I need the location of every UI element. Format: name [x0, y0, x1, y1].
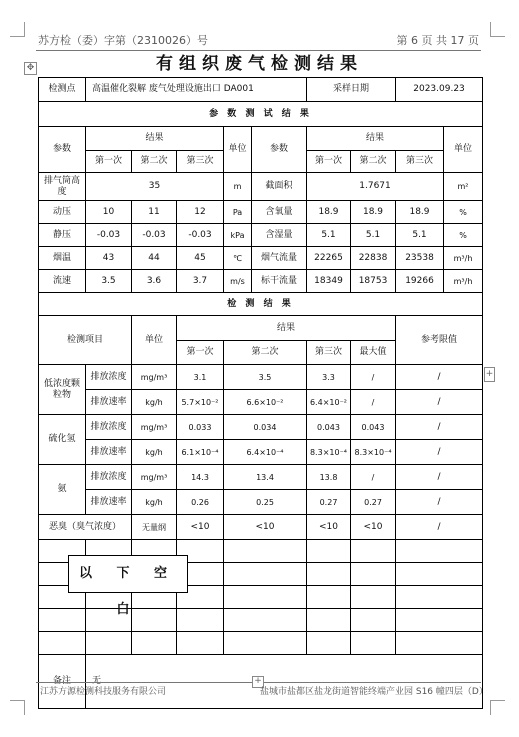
param-unit: ℃ — [224, 247, 252, 270]
detect-col-header: 第三次 — [307, 341, 351, 365]
result-value: 13.8 — [307, 465, 351, 490]
blank-cell — [307, 632, 351, 655]
blank-cell — [39, 609, 86, 632]
result-value: 0.25 — [224, 490, 307, 515]
param-value: 1.7671 — [307, 173, 444, 201]
metric-name: 排放浓度 — [86, 415, 132, 440]
unit-header-right: 单位 — [444, 127, 483, 173]
metric-name: 排放速率 — [86, 440, 132, 465]
param-value: 35 — [86, 173, 224, 201]
metric-name: 排放速率 — [86, 390, 132, 415]
param-name: 含湿量 — [252, 224, 307, 247]
run-header-right: 第三次 — [396, 151, 444, 173]
result-value: 0.27 — [307, 490, 351, 515]
blank-cell — [351, 632, 396, 655]
param-value: 22838 — [351, 247, 396, 270]
blank-notice: 以 下 空 白 — [68, 555, 188, 593]
blank-cell — [351, 540, 396, 563]
meta-rows — [39, 78, 483, 127]
detect-row-odor — [39, 515, 483, 540]
result-value: 6.4×10⁻⁴ — [224, 440, 307, 465]
result-value: <10 — [307, 515, 351, 540]
blank-row — [39, 632, 483, 655]
param-value: 19266 — [396, 270, 444, 293]
param-unit: % — [444, 224, 483, 247]
param-value: 18753 — [351, 270, 396, 293]
param-value: -0.03 — [177, 224, 224, 247]
unit-header-left: 单位 — [224, 127, 252, 173]
date-value: 2023.09.23 — [396, 78, 483, 102]
blank-cell — [177, 632, 224, 655]
result-header-right: 结果 — [307, 127, 444, 151]
result-value: / — [351, 465, 396, 490]
result-value: 6.6×10⁻² — [224, 390, 307, 415]
crop-mark-bottom-right — [490, 700, 505, 715]
pollutant-name: 硫化氢 — [39, 415, 86, 465]
blank-cell — [86, 632, 132, 655]
limit-value: / — [396, 465, 483, 490]
param-value: -0.03 — [86, 224, 132, 247]
date-label: 采样日期 — [307, 78, 396, 102]
detect-row — [39, 465, 483, 490]
param-value: 12 — [177, 201, 224, 224]
param-row — [39, 224, 483, 247]
result-value: <10 — [177, 515, 224, 540]
param-row — [39, 247, 483, 270]
param-value: 44 — [132, 247, 177, 270]
blank-cell — [396, 540, 483, 563]
param-value: 18.9 — [307, 201, 351, 224]
detect-section-title: 检 测 结 果 — [39, 293, 483, 316]
param-name: 排气筒高度 — [39, 173, 86, 201]
blank-cell — [224, 563, 307, 586]
param-name: 烟温 — [39, 247, 86, 270]
blank-cell — [177, 609, 224, 632]
param-value: 5.1 — [307, 224, 351, 247]
param-value: 3.7 — [177, 270, 224, 293]
detect-col-header: 最大值 — [351, 341, 396, 365]
result-value: 0.27 — [351, 490, 396, 515]
param-row — [39, 201, 483, 224]
footer-address: 盐城市盐都区盐龙街道智能终端产业园 S16 幢四层（D） — [260, 687, 488, 697]
limit-value: / — [396, 490, 483, 515]
param-name: 烟气流量 — [252, 247, 307, 270]
result-value: 0.043 — [351, 415, 396, 440]
detect-row — [39, 490, 483, 515]
metric-unit: mg/m³ — [132, 415, 177, 440]
blank-cell — [39, 632, 86, 655]
detect-col-header: 第一次 — [177, 341, 224, 365]
blank-cell — [307, 563, 351, 586]
odor-name: 恶臭（臭气浓度） — [39, 515, 132, 540]
result-header-left: 结果 — [86, 127, 224, 151]
result-value: <10 — [224, 515, 307, 540]
param-unit: m² — [444, 173, 483, 201]
blank-row — [39, 609, 483, 632]
param-name: 动压 — [39, 201, 86, 224]
result-value: 3.5 — [224, 365, 307, 390]
run-header-right: 第二次 — [351, 151, 396, 173]
table-resize-handle-icon[interactable]: + — [484, 367, 495, 382]
param-unit: m/s — [224, 270, 252, 293]
result-value: / — [351, 390, 396, 415]
run-header-left: 第二次 — [132, 151, 177, 173]
result-value: 8.3×10⁻⁴ — [307, 440, 351, 465]
result-value: 14.3 — [177, 465, 224, 490]
limit-value: / — [396, 515, 483, 540]
detect-row — [39, 365, 483, 390]
param-value: 43 — [86, 247, 132, 270]
blank-cell — [351, 586, 396, 609]
detect-row — [39, 390, 483, 415]
blank-cell — [396, 632, 483, 655]
point-value: 高温催化裂解 废气处理设施出口 DA001 — [86, 78, 307, 102]
detect-row — [39, 415, 483, 440]
result-value: 0.034 — [224, 415, 307, 440]
limit-value: / — [396, 390, 483, 415]
limit-value: / — [396, 440, 483, 465]
metric-unit: kg/h — [132, 390, 177, 415]
blank-cell — [307, 586, 351, 609]
metric-name: 排放浓度 — [86, 465, 132, 490]
param-name: 静压 — [39, 224, 86, 247]
result-value: 6.1×10⁻⁴ — [177, 440, 224, 465]
param-value: 18.9 — [351, 201, 396, 224]
limit-value: / — [396, 365, 483, 390]
main-table — [38, 77, 483, 709]
add-row-icon[interactable]: + — [252, 676, 264, 688]
param-unit: kPa — [224, 224, 252, 247]
param-value: 11 — [132, 201, 177, 224]
param-name: 截面积 — [252, 173, 307, 201]
detect-result-header: 结果 — [177, 316, 396, 341]
result-value: 5.7×10⁻² — [177, 390, 224, 415]
param-name: 标干流量 — [252, 270, 307, 293]
blank-cell — [132, 632, 177, 655]
point-label: 检测点 — [39, 78, 86, 102]
metric-name: 排放速率 — [86, 490, 132, 515]
odor-unit: 无量纲 — [132, 515, 177, 540]
page-indicator: 第 6 页 共 17 页 — [396, 34, 479, 47]
result-value: 3.1 — [177, 365, 224, 390]
detect-col-header: 第二次 — [224, 341, 307, 365]
param-value: -0.03 — [132, 224, 177, 247]
param-row — [39, 270, 483, 293]
param-name: 流速 — [39, 270, 86, 293]
param-value: 23538 — [396, 247, 444, 270]
param-value: 5.1 — [351, 224, 396, 247]
param-unit: % — [444, 201, 483, 224]
run-header-left: 第一次 — [86, 151, 132, 173]
result-value: <10 — [351, 515, 396, 540]
crop-mark-top-left — [10, 22, 25, 37]
param-unit: m — [224, 173, 252, 201]
param-name: 含氧量 — [252, 201, 307, 224]
remark-label: 备注 — [39, 655, 86, 709]
blank-cell — [396, 586, 483, 609]
param-value: 10 — [86, 201, 132, 224]
param-unit: m³/h — [444, 270, 483, 293]
blank-cell — [396, 563, 483, 586]
blank-cell — [396, 609, 483, 632]
metric-name: 排放浓度 — [86, 365, 132, 390]
metric-unit: mg/m³ — [132, 365, 177, 390]
param-unit: Pa — [224, 201, 252, 224]
param-unit: m³/h — [444, 247, 483, 270]
param-header-right: 参数 — [252, 127, 307, 173]
detect-title-row — [39, 293, 483, 316]
detect-unit-header: 单位 — [132, 316, 177, 365]
pollutant-name: 氨 — [39, 465, 86, 515]
limit-value: / — [396, 415, 483, 440]
param-value: 18349 — [307, 270, 351, 293]
blank-cell — [224, 540, 307, 563]
remark-value: 无 — [86, 655, 483, 709]
blank-cell — [351, 609, 396, 632]
crop-mark-top-right — [490, 22, 505, 37]
param-value: 18.9 — [396, 201, 444, 224]
param-header-left: 参数 — [39, 127, 86, 173]
report-number: 苏方检（委）字第（2310026）号 — [38, 34, 208, 47]
param-value: 45 — [177, 247, 224, 270]
result-value: 0.043 — [307, 415, 351, 440]
run-header-left: 第三次 — [177, 151, 224, 173]
blank-cell — [307, 609, 351, 632]
metric-unit: kg/h — [132, 440, 177, 465]
table-move-handle-icon[interactable]: ✥ — [24, 62, 37, 75]
run-header-right: 第一次 — [307, 151, 351, 173]
limit-header: 参考限值 — [396, 316, 483, 365]
blank-cell — [351, 563, 396, 586]
result-value: / — [351, 365, 396, 390]
blank-cell — [307, 540, 351, 563]
param-section-title: 参 数 测 试 结 果 — [39, 102, 483, 127]
item-header: 检测项目 — [39, 316, 132, 365]
blank-cell — [224, 609, 307, 632]
result-value: 0.033 — [177, 415, 224, 440]
param-value: 3.6 — [132, 270, 177, 293]
blank-cell — [224, 586, 307, 609]
param-row — [39, 173, 483, 201]
detect-section — [39, 316, 483, 540]
pollutant-name: 低浓度颗粒物 — [39, 365, 86, 415]
param-value: 5.1 — [396, 224, 444, 247]
page-title: 有组织废气检测结果 — [156, 54, 363, 74]
crop-mark-bottom-left — [10, 700, 25, 715]
param-value: 22265 — [307, 247, 351, 270]
footer-company: 江苏方源检测科技服务有限公司 — [40, 687, 167, 697]
result-value: 0.26 — [177, 490, 224, 515]
result-value: 6.4×10⁻² — [307, 390, 351, 415]
result-value: 8.3×10⁻⁴ — [351, 440, 396, 465]
detect-row — [39, 440, 483, 465]
metric-unit: kg/h — [132, 490, 177, 515]
result-value: 3.3 — [307, 365, 351, 390]
result-value: 13.4 — [224, 465, 307, 490]
param-section — [39, 127, 483, 293]
param-value: 3.5 — [86, 270, 132, 293]
metric-unit: mg/m³ — [132, 465, 177, 490]
blank-cell — [224, 632, 307, 655]
